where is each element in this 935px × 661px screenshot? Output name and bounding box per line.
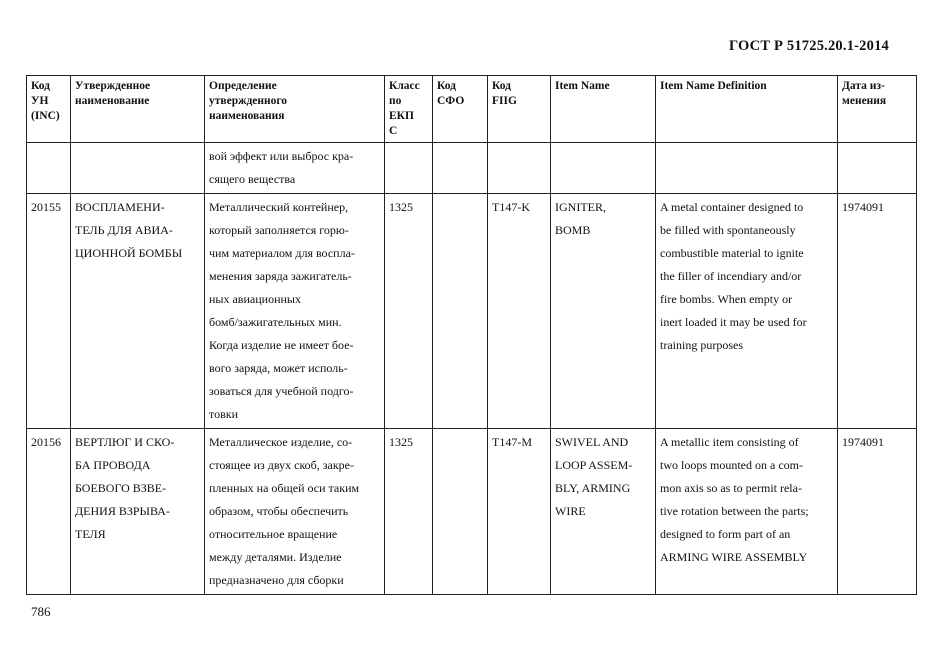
cell-item-definition: A metal container designed to be filled with spontaneously combustible material to ignite the filler of incendiary and/or fire bombs. When empty or inert loaded it may be used for training purposes — [656, 194, 838, 429]
classification-table — [26, 75, 917, 595]
cell-class — [385, 143, 433, 194]
cell-class: 1325 — [385, 194, 433, 429]
cell-definition: Металлическое изделие, со- стоящее из двух скоб, закре- пленных на общей оси таким образом, чтобы обеспечить относительное вращение между деталями. Изделие предназначено для сборки — [205, 429, 385, 595]
cell-sfo — [433, 143, 488, 194]
cell-item-name — [551, 143, 656, 194]
cell-fiig: T147-K — [488, 194, 551, 429]
col-header-item-definition: Item Name Definition — [656, 76, 838, 143]
page-number: 786 — [31, 604, 51, 619]
cell-name: ВОСПЛАМЕНИ- ТЕЛЬ ДЛЯ АВИА- ЦИОННОЙ БОМБЫ — [71, 194, 205, 429]
cell-fiig — [488, 143, 551, 194]
document-standard-title: ГОСТ Р 51725.20.1-2014 — [728, 38, 889, 54]
cell-sfo — [433, 194, 488, 429]
col-header-definition: Определение утвержденного наименования — [205, 76, 385, 143]
cell-item-definition: A metallic item consisting of two loops mounted on a com- mon axis so as to permit rela- tive rotation between the parts; designed to form part of an ARMING WIRE ASSEMBLY — [656, 429, 838, 595]
table-header-row — [27, 76, 917, 143]
cell-date — [838, 143, 917, 194]
cell-item-name: SWIVEL AND LOOP ASSEM- BLY, ARMING WIRE — [551, 429, 656, 595]
cell-name — [71, 143, 205, 194]
cell-sfo — [433, 429, 488, 595]
cell-item-definition — [656, 143, 838, 194]
col-header-sfo: Код СФО — [433, 76, 488, 143]
cell-code: 20156 — [27, 429, 71, 595]
cell-item-name: IGNITER, BOMB — [551, 194, 656, 429]
col-header-code: Код УН (INC) — [27, 76, 71, 143]
cell-fiig: T147-M — [488, 429, 551, 595]
cell-date: 1974091 — [838, 429, 917, 595]
cell-code — [27, 143, 71, 194]
col-header-name: Утвержденное наименование — [71, 76, 205, 143]
cell-date: 1974091 — [838, 194, 917, 429]
cell-class: 1325 — [385, 429, 433, 595]
cell-definition: Металлический контейнер, который заполняется горю- чим материалом для воспла- менения заряда зажигатель- ных авиационных бомб/зажигательных мин. Когда изделие не имеет бое- вого заряда, может исполь- зоваться для учебной подго- товки — [205, 194, 385, 429]
col-header-item-name: Item Name — [551, 76, 656, 143]
table-row — [27, 194, 917, 429]
col-header-class: Класс по ЕКП С — [385, 76, 433, 143]
col-header-date: Дата из- менения — [838, 76, 917, 143]
table-row — [27, 143, 917, 194]
cell-code: 20155 — [27, 194, 71, 429]
col-header-fiig: Код FIIG — [488, 76, 551, 143]
cell-name: ВЕРТЛЮГ И СКО- БА ПРОВОДА БОЕВОГО ВЗВЕ- ДЕНИЯ ВЗРЫВА- ТЕЛЯ — [71, 429, 205, 595]
table-row — [27, 429, 917, 595]
cell-definition: вой эффект или выброс кра- сящего вещества — [205, 143, 385, 194]
